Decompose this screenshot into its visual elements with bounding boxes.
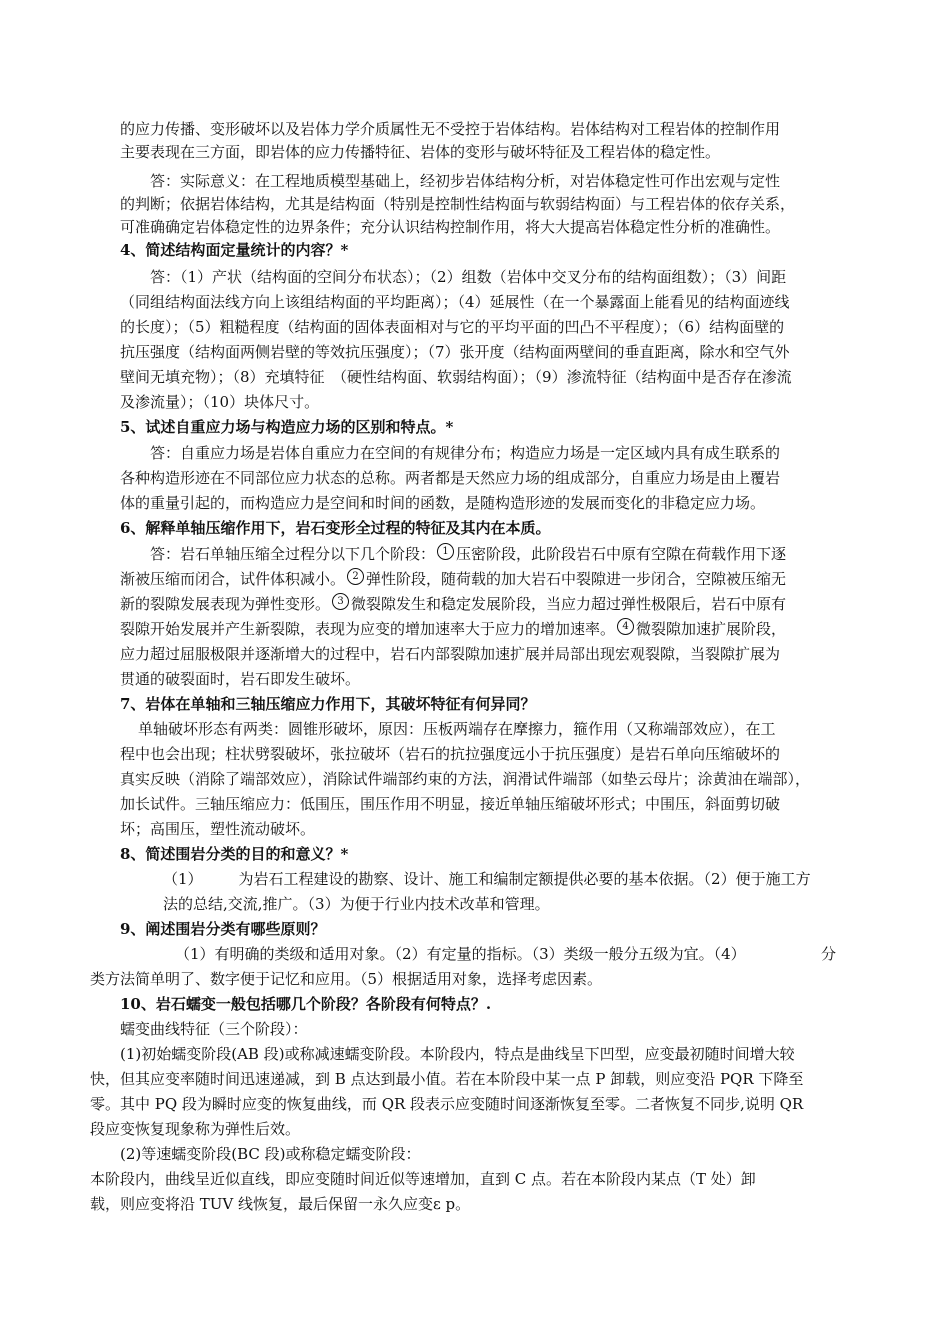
question-heading: 6、解释单轴压缩作用下，岩石变形全过程的特征及其内在本质。 — [120, 519, 551, 537]
paragraph-line — [120, 593, 836, 615]
answer-text: 微裂隙发生和稳定发展阶段，当应力超过弹性极限后，岩石中原有 — [351, 595, 787, 613]
paragraph-line: 的判断；依据岩体结构，尤其是结构面（特别是控制性结构面与软弱结构面）与工程岩体的依存关系， — [120, 195, 796, 213]
question-heading: 9、阐述围岩分类有哪些原则？ — [120, 920, 326, 938]
answer-text: 微裂隙加速扩展阶段， — [636, 620, 787, 638]
paragraph-line: 壁间无填充物）；（8）充填特征 （硬性结构面、软弱结构面）；（9）渗流特征（结构面中是否存在渗流 — [120, 368, 792, 386]
question-heading: 10、岩石蠕变一般包括哪几个阶段？各阶段有何特点？. — [120, 995, 492, 1013]
circled-number-marker: 2 — [347, 568, 364, 585]
answer-text: 答：岩石单轴压缩全过程分以下几个阶段： — [150, 545, 436, 563]
answer-line — [175, 943, 836, 965]
answer-text: 弹性阶段，随荷载的加大岩石中裂隙进一步闭合，空隙被压缩无 — [366, 570, 787, 588]
answer-text: 新的裂隙发展表现为弹性变形。 — [120, 595, 331, 613]
answer-text: 渐被压缩而闭合，试件体积减小。 — [120, 570, 346, 588]
paragraph-line: 可准确确定岩体稳定性的边界条件；充分认识结构控制作用，将大大提高岩体稳定性分析的准确性。 — [120, 218, 781, 236]
paragraph-line: 类方法简单明了、数字便于记忆和应用。（5）根据适用对象，选择考虑因素。 — [90, 970, 603, 988]
paragraph-line: 程中也会出现；柱状劈裂破坏，张拉破坏（岩石的抗拉强度远小于抗压强度）是岩石单向压缩破坏的 — [120, 745, 781, 763]
paragraph-line: 应力超过屈服极限并逐渐增大的过程中，岩石内部裂隙加速扩展并局部出现宏观裂隙，当裂隙扩展为 — [120, 645, 781, 663]
answer-text: 压密阶段，此阶段岩石中原有空隙在荷载作用下逐 — [456, 545, 787, 563]
paragraph-line: 真实反映（消除了端部效应），消除试件端部约束的方法，润滑试件端部（如垫云母片；涂黄油在端部）， — [120, 770, 811, 788]
paragraph-line: 主要表现在三方面，即岩体的应力传播特征、岩体的变形与破坏特征及工程岩体的稳定性。 — [120, 143, 721, 161]
paragraph-line: 载，则应变将沿 TUV 线恢复，最后保留一永久应变ε p。 — [90, 1195, 471, 1213]
paragraph-line: （同组结构面法线方向上该组结构面的平均距离）；（4）延展性（在一个暴露面上能看见的结构面迹线 — [120, 293, 790, 311]
circled-number-marker: 3 — [332, 593, 349, 610]
paragraph-line: 的应力传播、变形破坏以及岩体力学介质属性无不受控于岩体结构。岩体结构对工程岩体的控制作用 — [120, 120, 781, 138]
answer-text: 裂隙开始发展并产生新裂隙，表现为应变的增加速率大于应力的增加速率。 — [120, 620, 616, 638]
circled-number-marker: 4 — [617, 618, 634, 635]
paragraph-line — [120, 568, 836, 590]
question-heading: 8、简述围岩分类的目的和意义？* — [120, 845, 349, 863]
paragraph-line: 体的重量引起的，而构造应力是空间和时间的函数，是随构造形迹的发展而变化的非稳定应力场。 — [120, 494, 766, 512]
question-heading: 7、岩体在单轴和三轴压缩应力作用下，其破坏特征有何异同？ — [120, 695, 536, 713]
paragraph-line: 抗压强度（结构面两侧岩壁的等效抗压强度）；（7）张开度（结构面两壁间的垂直距离，除水和空气外 — [120, 343, 790, 361]
paragraph-line: 加长试件。三轴压缩应力：低围压，围压作用不明显，接近单轴压缩破坏形式；中围压，斜面剪切破 — [120, 795, 781, 813]
paragraph-line: (2)等速蠕变阶段(BC 段)或称稳定蠕变阶段： — [120, 1145, 421, 1163]
paragraph-line: 的长度）；（5）粗糙程度（结构面的固体表面相对与它的平均平面的凹凸不平程度）；（6）结构面壁的 — [120, 318, 785, 336]
answer-text: 为岩石工程建设的勘察、设计、施工和编制定额提供必要的基本依据。（2）便于施工方 — [238, 870, 811, 888]
paragraph-line: 段应变恢复现象称为弹性后效。 — [90, 1120, 301, 1138]
paragraph-line: 本阶段内，曲线呈近似直线，即应变随时间近似等速增加，直到 C 点。若在本阶段内某点（T 处）卸 — [90, 1170, 756, 1188]
paragraph-line: 蠕变曲线特征（三个阶段）： — [120, 1020, 308, 1038]
answer-line: 答：（1）产状（结构面的空间分布状态）；（2）组数（岩体中交叉分布的结构面组数）；（3）间距 — [150, 268, 787, 286]
answer-line: 答：自重应力场是岩体自重应力在空间的有规律分布；构造应力场是一定区域内具有成生联系的 — [150, 444, 781, 462]
answer-line: 答：实际意义：在工程地质模型基础上，经初步岩体结构分析，对岩体稳定性可作出宏观与定性 — [150, 172, 781, 190]
paragraph-line: 零。其中 PQ 段为瞬时应变的恢复曲线，而 QR 段表示应变随时间逐渐恢复至零。二者恢复不同步,说明 QR — [90, 1095, 804, 1113]
answer-line: 单轴破坏形态有两类：圆锥形破坏，原因：压板两端存在摩擦力，箍作用（又称端部效应），在工 — [138, 720, 776, 738]
paragraph-line: 快，但其应变率随时间迅速递减，到 B 点达到最小值。若在本阶段中某一点 P 卸载，则应变沿 PQR 下降至 — [90, 1070, 804, 1088]
paragraph-line: 坏；高围压，塑性流动破坏。 — [120, 820, 316, 838]
circled-number-marker: 1 — [437, 543, 454, 560]
answer-text: （1）有明确的类级和适用对象。（2）有定量的指标。（3）类级一般分五级为宜。（4） — [175, 945, 746, 963]
answer-line — [150, 543, 836, 565]
paragraph-line: 法的总结,交流,推广。（3）为便于行业内技术改革和管理。 — [163, 895, 550, 913]
list-number: （1） — [163, 870, 203, 888]
paragraph-line: (1)初始蠕变阶段(AB 段)或称减速蠕变阶段。本阶段内，特点是曲线呈下凹型，应变最初随时间增大较 — [120, 1045, 795, 1063]
paragraph-line: 各种构造形迹在不同部位应力状态的总称。两者都是天然应力场的组成部分，自重应力场是由上覆岩 — [120, 469, 781, 487]
paragraph-line: 贯通的破裂面时，岩石即发生破坏。 — [120, 670, 361, 688]
question-heading: 5、试述自重应力场与构造应力场的区别和特点。* — [120, 418, 454, 436]
question-heading: 4、简述结构面定量统计的内容？* — [120, 241, 349, 259]
paragraph-line: 及渗流量）；（10）块体尺寸。 — [120, 393, 320, 411]
answer-line — [163, 868, 824, 890]
answer-text: 分 — [820, 945, 836, 963]
paragraph-line — [120, 618, 836, 640]
